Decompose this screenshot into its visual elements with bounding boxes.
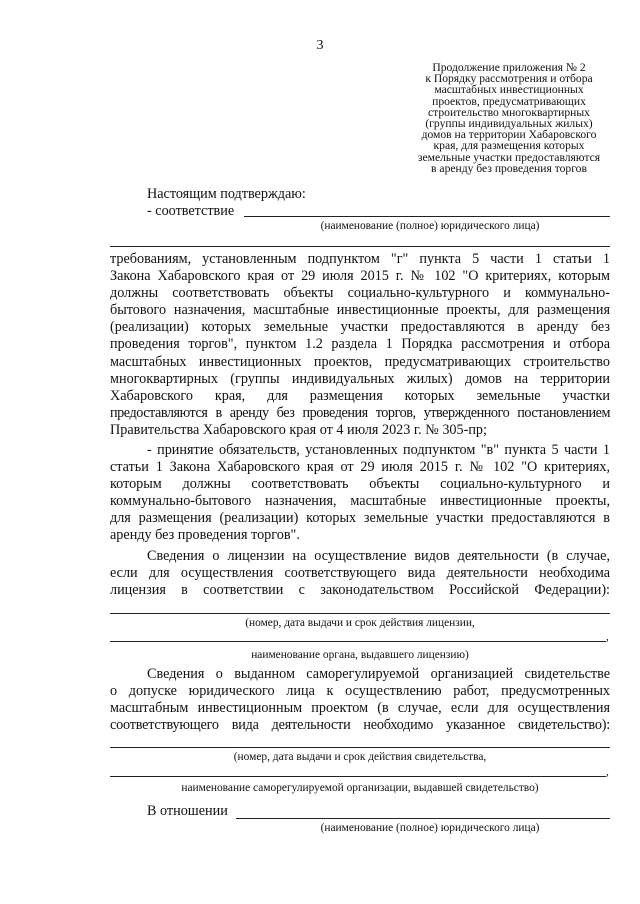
text-line: - принятие обязательств, установленных подпунктом "в" пункта 5 части 1: [147, 442, 610, 458]
text-line: Сведения о лицензии на осуществление видов деятельности (в случае,: [147, 548, 610, 564]
header-line: в аренду без проведения торгов: [431, 161, 587, 175]
legal-entity-fill-line-2: [110, 246, 610, 247]
header-line: края, для размещения которых: [433, 139, 585, 153]
header-line: проектов, предусматривающих: [432, 94, 586, 108]
text-line: масштабных инвестиционных проектов, предусматривающих строительство: [110, 353, 610, 370]
legal-entity-fill-line: [244, 216, 610, 217]
text-line: Закона Хабаровского края от 29 июля 2015 г. № 102 "О критериях, которым: [110, 268, 610, 285]
text-line: статьи 1 Закона Хабаровского края от 29 июля 2015 г. № 102 "О критериях,: [110, 459, 610, 476]
text-line: проведения торгов", пунктом 1.2 раздела 1 Порядка рассмотрения и отбора: [110, 336, 610, 353]
text-line: для размещения (реализации) которых земельные участки предоставляются в: [110, 510, 610, 527]
relation-label: В отношении: [147, 803, 228, 819]
text-line: коммунально-бытового назначения, масштабные инвестиционные проекты,: [110, 493, 610, 510]
text-line: предоставляются в аренду без проведения торгов, утвержденного постановлением: [110, 404, 610, 421]
certificate-caption-2: наименование саморегулируемой организации, выдавшей свидетельство): [181, 782, 539, 794]
text-line: о допуске юридического лица к осуществлению работ, предусмотренных: [110, 683, 610, 700]
confirm-item: - соответствие: [147, 203, 235, 219]
license-caption-2: наименование органа, выдавшего лицензию): [251, 649, 469, 661]
header-line: масштабных инвестиционных: [434, 83, 584, 97]
relation-fill-line: [236, 818, 610, 819]
header-line: домов на территории Хабаровского: [421, 128, 597, 142]
text-line: которым должны соответствовать объекты социально-культурного и: [110, 476, 610, 493]
text-line: соответствующего вида деятельности необходимо указанное свидетельство):: [110, 717, 610, 734]
text-line: масштабным инвестиционным проектом (в случае, если для осуществления: [110, 700, 610, 717]
legal-entity-caption: (наименование (полное) юридического лица): [320, 220, 540, 232]
text-line: бытового назначения, масштабные инвестиционные проекты, для размещения: [110, 302, 610, 319]
relation-caption: (наименование (полное) юридического лица): [320, 822, 540, 834]
header-line: земельные участки предоставляются: [417, 150, 601, 164]
header-line: (группы индивидуальных жилых): [425, 117, 593, 131]
certificate-caption-1: (номер, дата выдачи и срок действия свидетельства,: [233, 751, 487, 763]
page-number: 3: [316, 38, 324, 53]
license-fill-line: [110, 613, 610, 614]
text-line: (реализации) которых земельные участки предоставляются в аренду без: [110, 319, 610, 336]
certificate-fill-line-2: [110, 776, 606, 777]
header-line: строительство многоквартирных: [428, 105, 590, 119]
license-end-mark: ,: [606, 631, 609, 643]
text-line: Хабаровского края, для размещения которых земельные участки: [110, 387, 610, 404]
text-line: аренду без проведения торгов".: [110, 527, 300, 544]
text-line: если для осуществления соответствующего вида деятельности необходима: [110, 565, 610, 582]
text-line: Правительства Хабаровского края от 4 июля 2023 г. № 305-пр;: [110, 421, 487, 438]
header-line: к Порядку рассмотрения и отбора: [425, 72, 593, 86]
text-line: требованиям, установленным подпунктом "г" пункта 5 части 1 статьи 1: [110, 251, 610, 267]
certificate-paragraph: [110, 666, 610, 734]
certificate-end-mark: ,: [606, 766, 609, 778]
text-line: Сведения о выданном саморегулируемой организацией свидетельстве: [147, 666, 610, 682]
license-caption-1: (номер, дата выдачи и срок действия лицензии,: [245, 617, 475, 629]
license-fill-line-2: [110, 641, 606, 642]
appendix-header: [403, 62, 615, 174]
confirm-intro: Настоящим подтверждаю:: [147, 186, 306, 202]
header-line: Продолжение приложения № 2: [432, 61, 586, 74]
certificate-fill-line: [110, 747, 610, 748]
text-line: лицензия в соответствии с законодательством Российской Федерации):: [110, 582, 610, 599]
text-line: многоквартирных (группы индивидуальных жилых) домов на территории: [110, 370, 610, 387]
paragraph-requirements: [110, 251, 610, 439]
text-line: должны соответствовать объекты социально-культурного и коммунально-: [110, 285, 610, 302]
paragraph-obligations: [110, 442, 610, 545]
license-paragraph: [110, 548, 610, 599]
